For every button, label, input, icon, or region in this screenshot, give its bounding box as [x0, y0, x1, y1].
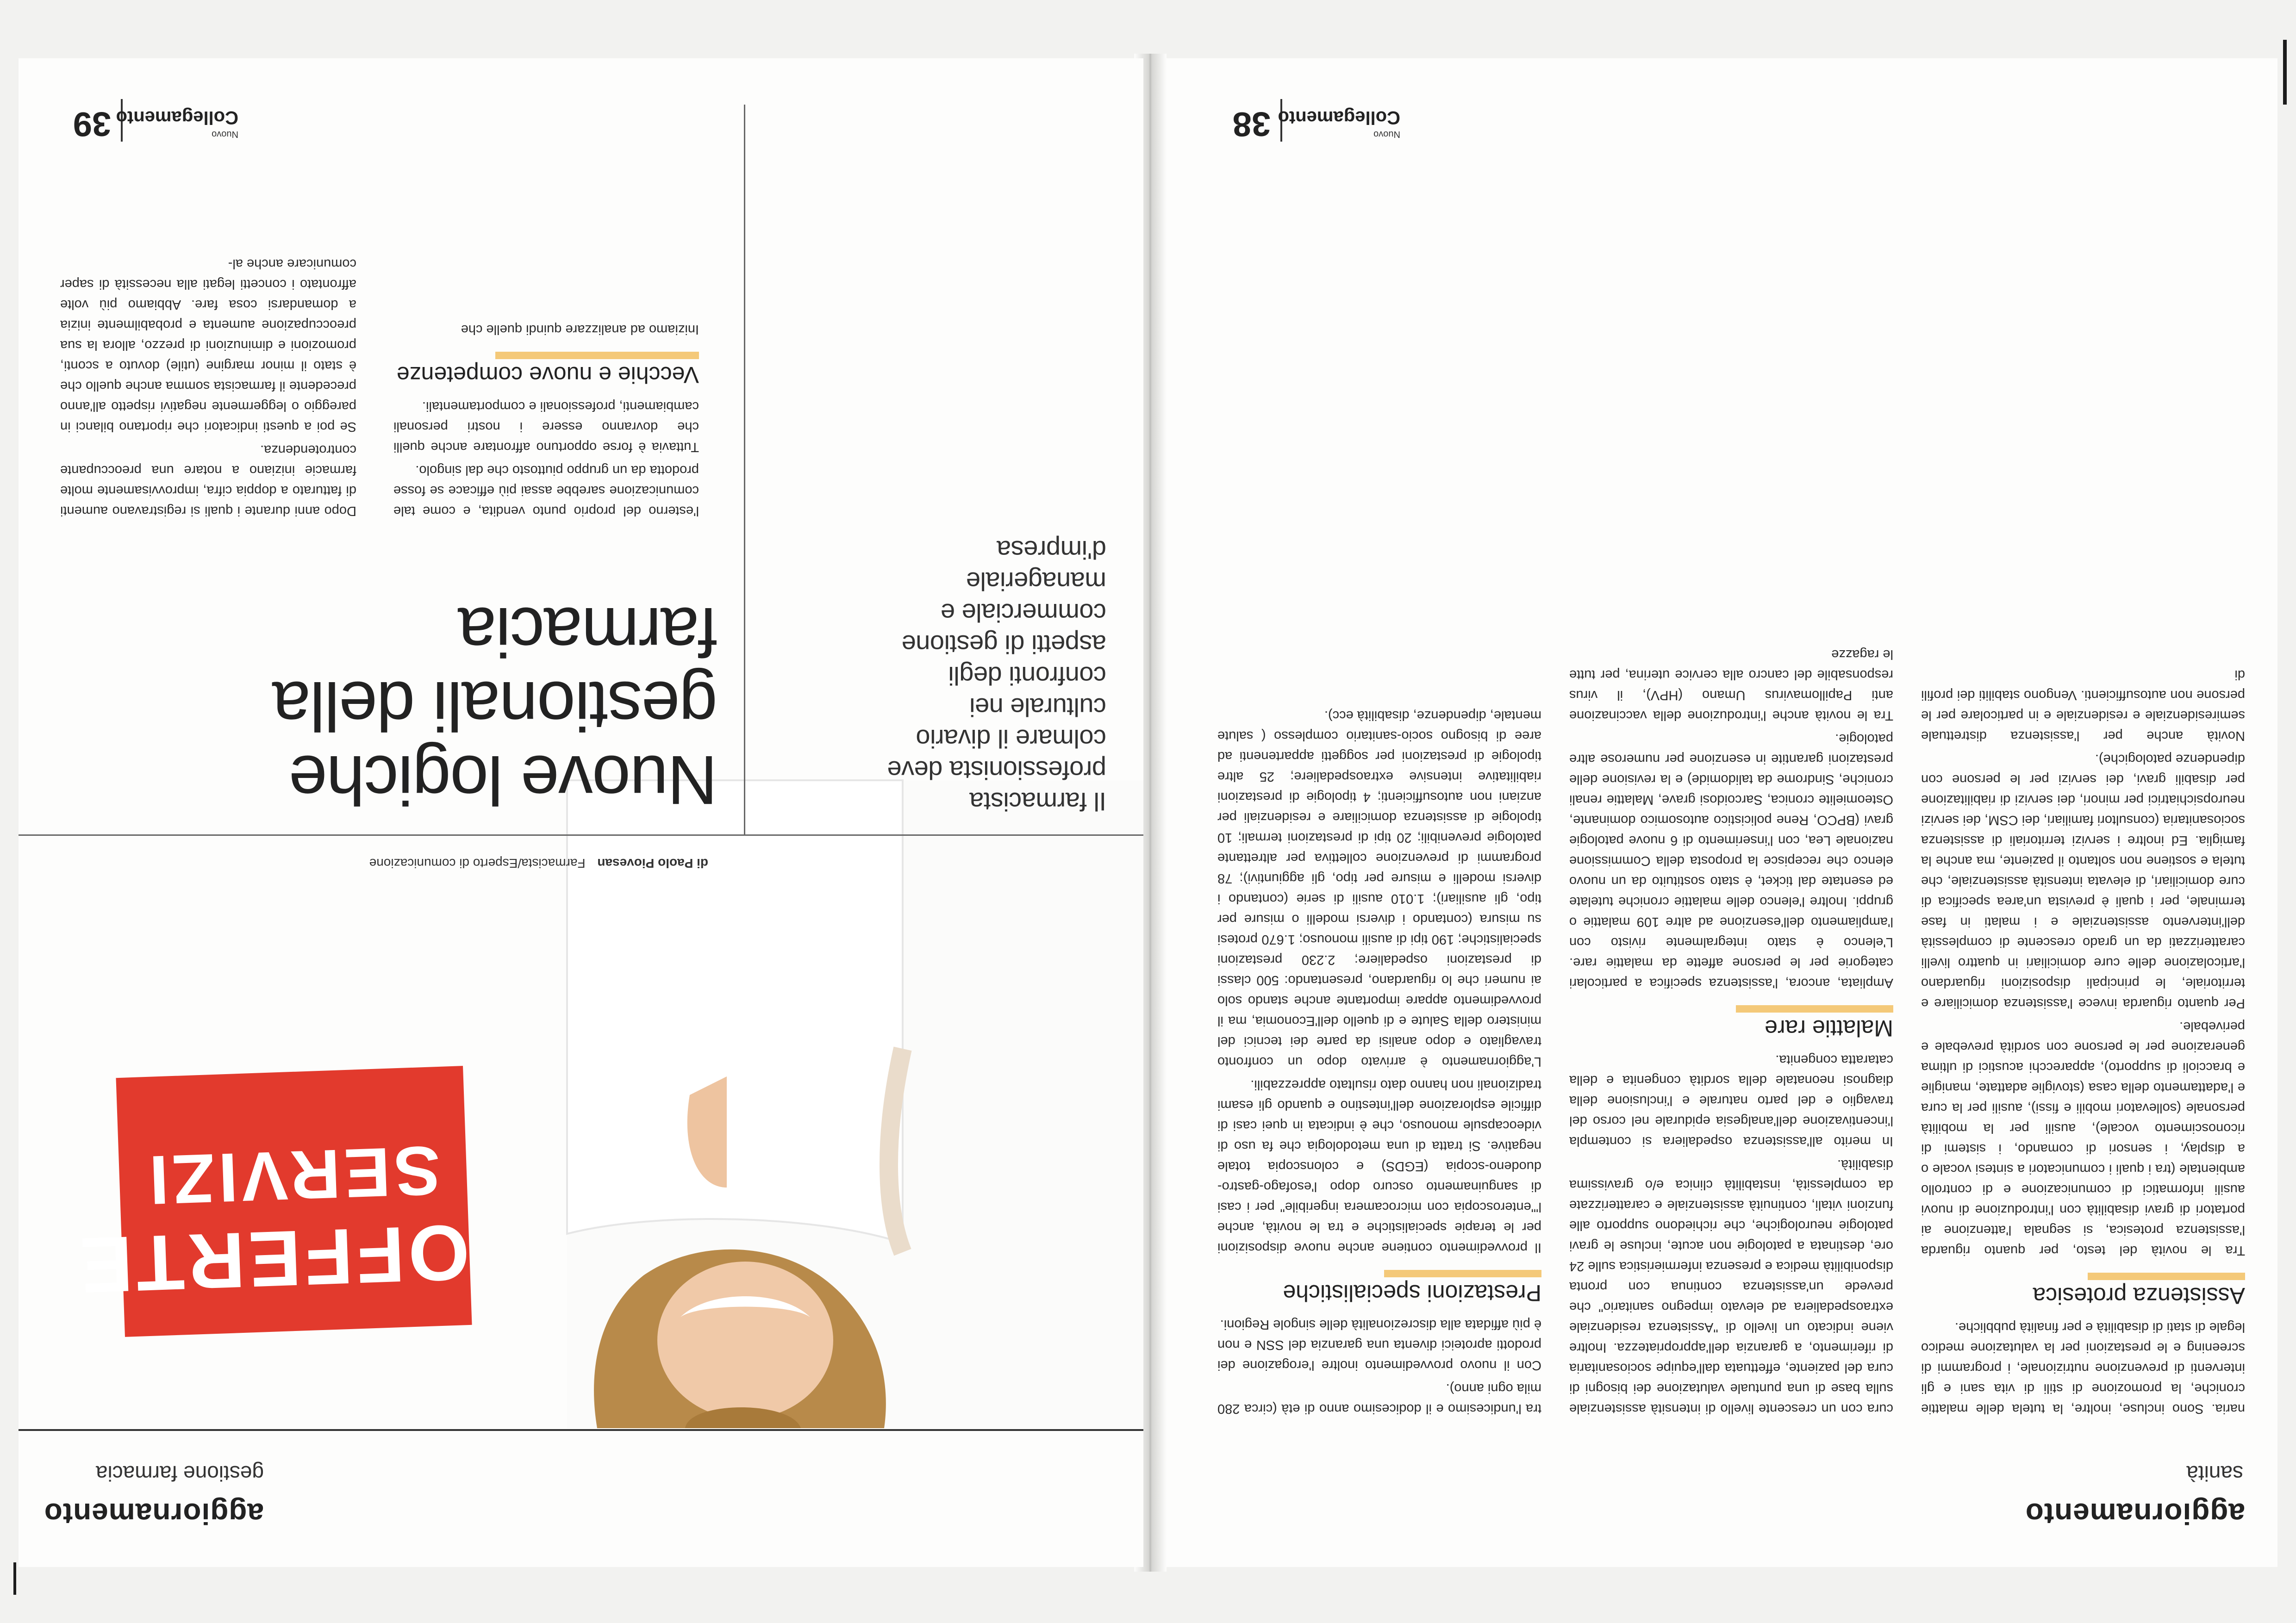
paragraph: Tra le novità del testo, per quanto riguarda l'assistenza protesica, si segnala l'attenzione ai portatori di gravi disabilità con l'introduzione di nuovi ausili informatici di comunicazione e di controllo ambientale (tra i quali i comunicatori a sintesi vocale o a display, i sensori di comando, i sistemi di riconoscimento vocale), ausili per la mobilità personale (sollevatori mobili e fissi), ausili per la cura e l'adattamento della casa (stoviglie adattate, maniglie e braccioli di supporto), apparecchi acustici di ultima generazione per le persone con sordità prevebale e perivebale. [1921, 1019, 2245, 1258]
paragraph: Dopo anni durante i quali si registravano aumenti di fatturato a doppia cifra, improvvisamente molte farmacie iniziano a notare una preoccupante controtendenza. [60, 442, 356, 518]
paragraph: Per quanto riguarda invece l'assistenza domiciliare e territoriale, le principali disposizioni riguardano l'articolazione delle cure domiciliari in quattro livelli caratterizzati da un grado crescente di complessità dell'intervento assistenziale e i malati in fase terminale, per i quali è prevista un'area specifica di cure domiciliari, di elevata intensità assistenziale, che tutela e sostiene non soltanto il paziente, ma anche la famiglia. Ed inoltre i servizi territoriali di assistenza sociosanitaria (consultori familiari, dei CSM, dei servizi neuropsichiatrici per minori, dei servizi di riabilitazione per disabili gravi, dei servizi per le persone con dipendenze patologiche). [1921, 752, 2245, 1011]
headline-line: Nuove logiche [289, 741, 718, 819]
text-column-2 [393, 317, 699, 521]
offers-sign [75, 1066, 472, 1337]
subheading-bar [1384, 1270, 1541, 1277]
paragraph: tra l'undicesimo e il dodicesimo anno di età (circa 280 mila ogni anno). [1217, 1381, 1541, 1416]
paragraph: Novità anche per l'assistenza distrettuale semiresidenziale e residenziale e in particolare per le persone non autosufficienti. Vengono stabiliti dei profili di [1921, 667, 2245, 743]
paragraph: L'aggiornamento è arrivato dopo un confronto travagliato e dopo analisi da parte dei tecnici del ministero della Salute e di quello dell'Economia, ma il provvedimento appare importante anche stando solo ai numeri che lo riguardano, presentando: 500 classi di prestazioni ospedaliere; 2.230 prestazioni specialistiche; 190 tipi di ausili monouso; 1.670 protesi su misura (contando i diversi modelli o misure per tipo, gli ausiliari); 1.010 ausili di serie (contando i diversi modelli e misure per tipo, gli aggiuntivi); 78 programmi di prevenzione collettiva per altrettante patologie prevenibili; 20 tipi di prestazioni termali; 10 tipologie di assistenza domiciliare e residenziali per anziani non autosufficienti; 4 tipologie di prestazioni riabilitative intensive extraospedaliere; 25 altre tipologie di prestazioni per soggetti appartenenti ad aree di bisogno socio-sanitario complesso ( salute mentale, dipendenze, disabilità ecc). [1217, 708, 1541, 1069]
paragraph: Ampliata, ancora, l'assistenza specifica a particolari categorie per le persone affette da malattie rare. L'elenco è stato integralmente rivisto con l'ampliamento dell'esenzione ad altre 109 malattie o gruppi. Inoltre l'elenco delle malattie croniche tutelate ed esentate dal ticket, è stato sostituito da un nuovo elenco che recepisce la proposta della Commissione nazionale Lea, con l'inserimento di 6 nuove patologie gravi (BPCO, Rene policistico autosomico dominante, Osteomielite cronica, Sarcoidosi grave, Malattie renali croniche, Sindrome da talidomide) e la revisione delle prestazioni garantite in esenzione per numerose altre patologie. [1569, 731, 1893, 990]
paragraph: Tra le novità anche l'introduzione della vaccinazione anti Papillomavirus Umano (HPV), il virus responsabile del cancro alla cervice uterina, per tutte le ragazze [1569, 647, 1893, 723]
brand-name: Collegamento [116, 107, 238, 128]
text-column-1 [60, 251, 356, 521]
paragraph: naria. Sono incluse, inoltre, la tutela delle malattie croniche, la promozione di stili di vita sani e gli interventi di prevenzione nutrizionale, i programmi di screening e le prestazioni per la valutazione medico legale di stati di disabilità e per finalità pubbliche. [1921, 1320, 2245, 1416]
page-number: 39 [73, 105, 111, 143]
article-headline [69, 595, 718, 817]
paragraph: Il provvedimento contiene anche nuove disposizioni per le terapie specialistiche e tra le novità, anche l'"enteroscopia con microcamera ingeribile" per i casi di sanguinamento oscuro dopo l'esofago-gastro-duodeno-scopia (EGDS) e colonscopia totale negative. Si tratta di una metodologia che fa uso di videocapsule monouso, che è indicata in quei casi di difficile esplorazione dell'intestino e quando gli esami tradizionali non hanno dato risultato apprezzabili. [1217, 1077, 1541, 1255]
lead-line: confronti degli [948, 661, 1106, 690]
page-38 [1157, 58, 2277, 1567]
brand-name: Collegamento [1278, 107, 1400, 128]
paragraph: Tuttavia è forse opportuno affrontare anche quelli che dovranno essere i nostri personali cambiamenti, professionali e comportamentali. [393, 399, 699, 454]
subheading: Assistenza protesica [2033, 1283, 2245, 1309]
lead-line: commerciale e [941, 598, 1106, 628]
byline-author: di Paolo Piovesan [597, 856, 708, 871]
sign-line-1: OFFERTE [75, 1207, 471, 1310]
section-subtitle: gestione farmacia [95, 1461, 264, 1486]
header-rule [19, 1429, 1143, 1431]
sign-line-2: SERVIZI [144, 1131, 442, 1220]
subheading-bar [2088, 1273, 2245, 1280]
section-title: aggiornamento [2025, 1497, 2245, 1530]
lead-deck [773, 534, 1106, 817]
lead-divider [744, 105, 745, 836]
subheading: Vecchie e nuove competenze [396, 362, 699, 388]
scan-edge-mark [2283, 40, 2287, 105]
byline-rule [19, 834, 1143, 836]
subheading: Prestazioni specialistiche [1283, 1280, 1541, 1306]
page-39 [19, 58, 1143, 1567]
lead-line: d'impresa [997, 535, 1106, 565]
paragraph: l'esterno del proprio punto vendita, e come tale comunicazione sarebbe assai più efficace se fosse prodotta da un gruppo piuttosto che dal singolo. [393, 463, 699, 518]
paragraph: cura con un crescente livello di intensità assistenziale sulla base di una puntuale valutazione dei bisogni di cura del paziente, effettuata dall'equipe sociosanitaria di riferimento, a garanzia dell'appropriatezza. Inoltre viene indicato un livello di "Assistenza residenziale extraospedaliera ad elevato impegno sanitario" che prevede un'assistenza continua con pronta disponibilità medica e presenza infermieristica sulle 24 ore, destinata a patologie non acute, incluse le gravi patologie neurologiche, che richiedono supporto alle funzioni vitali, continuità assistenziale e caratterizzate da complessità, instabilità clinica e/o gravissima disabilità. [1569, 1157, 1893, 1416]
lead-line: professionista deve [887, 756, 1106, 785]
brand-prefix: Nuovo [1373, 129, 1400, 139]
page-number: 38 [1232, 105, 1271, 143]
text-column-2 [1569, 641, 1893, 1419]
headline-line: gestionali della [273, 667, 718, 745]
byline-role: Farmacista/Esperto di comunicazione [369, 856, 586, 871]
text-column-3 [1217, 703, 1541, 1419]
scan-edge-mark [13, 1562, 16, 1595]
paragraph: Se poi a questi indicatori che riportano bilanci in pareggio o leggermente negativi rispetto all'anno precedente il farmacista somma anche quello che è stato il minor margine (utile) dovuto a sconti, promozioni e diminuzioni di prezzo, allora la sua preoccupazione aumenta e probabilmente inizia a domandarsi cosa fare. Abbiamo più volte affrontato i concetti legati alla necessità di saper comunicare anche al- [60, 256, 356, 434]
lead-line: Il farmacista [969, 787, 1106, 816]
brand-prefix: Nuovo [212, 129, 238, 139]
lead-line: culturale nei [969, 693, 1106, 722]
section-title: aggiornamento [44, 1497, 264, 1530]
woman-holding-sign-illustration [567, 780, 1143, 1428]
lead-line: manageriale [966, 567, 1106, 596]
lead-line: colmare il divario [916, 724, 1106, 753]
paragraph: In merito all'assistenza ospedaliera si contempla l'incentivazione dell'analgesia epidurale nel corso del travaglio e del parto naturale e l'inclusione della diagnosi neonatale della sordità congenita e della cataratta congenita. [1569, 1052, 1893, 1149]
text-column-1 [1921, 662, 2245, 1419]
subheading-bar [1736, 1005, 1893, 1013]
paragraph: Iniziamo ad analizzare quindi quelle che [461, 322, 699, 337]
lead-line: aspetti di gestione [902, 630, 1106, 659]
paragraph: Con il nuovo provvedimento inoltre l'erogazione dei prodotti aproteici diventa una garanzia del SSN e non è più affidata alla discrezionalità delle singole Regioni. [1217, 1317, 1541, 1373]
section-subtitle: sanità [2186, 1461, 2243, 1486]
subheading-bar [495, 352, 699, 359]
subheading: Malattie rare [1765, 1015, 1893, 1041]
headline-line: farmacia [458, 593, 718, 671]
byline [369, 856, 708, 871]
